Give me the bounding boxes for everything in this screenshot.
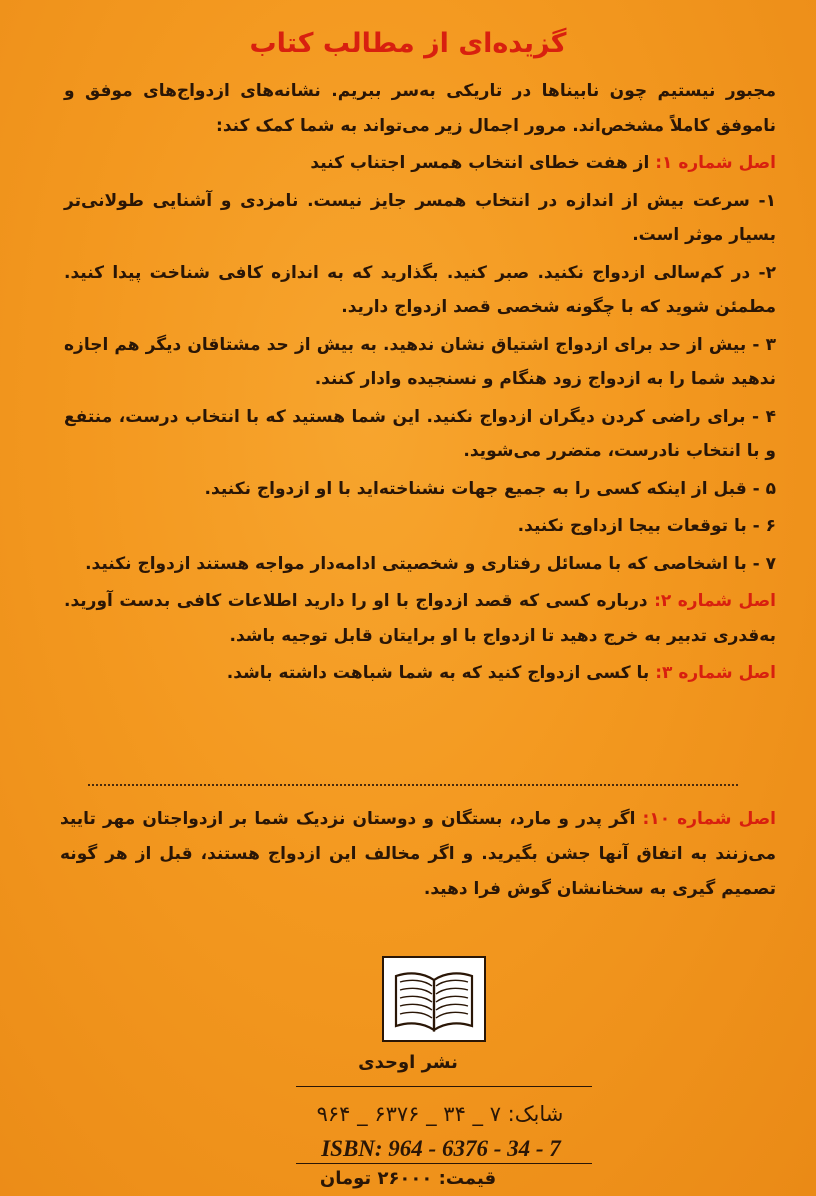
principle-2 [64,584,776,653]
page-title: گزیده‌ای از مطالب کتاب [249,28,567,59]
principle-10-section [60,802,776,907]
principle-10-text: اگر پدر و مارد، بستگان و دوستان نزدیک شما بر ازدواجتان مهر تایید می‌زنند به اتفاق آنها جشن بگیرید. و اگر مخالف این ازدواج هستند، قبل از هر گونه تصمیم گیری به سخنانشان گوش فرا دهید. [60,809,776,899]
top-rule [296,1086,592,1087]
excerpt-body [64,74,776,694]
list-item: ۷ - با اشخاصی که با مسائل رفتاری و شخصیتی ادامه‌دار مواجه هستند ازدواج نکنید. [85,553,776,574]
list-item: ۶ - با توقعات بیجا ازداوج نکنید. [517,516,776,536]
publisher-name: نشر اوحدی [358,1052,458,1073]
intro-paragraph: مجبور نیستیم چون نابیناها در تاریکی به‌سر ببریم. نشانه‌های ازدواج‌های موفق و ناموفق کاملاً مشخص‌اند. مرور اجمال زیر می‌تواند به شما کمک کند: [64,81,776,136]
principle-3-label: اصل شماره ۳: [655,663,776,683]
principle-2-label: اصل شماره ۲: [654,591,776,611]
principle-3-text: با کسی ازدواج کنید که به شما شباهت داشته باشد. [226,663,656,683]
list-item: ۱- سرعت بیش از اندازه در انتخاب همسر جایز نیست. نامزدی و آشنایی طولانی‌تر بسیار موثر است. [64,190,776,245]
principle-10-label: اصل شماره ۱۰: [642,809,776,829]
principle-1-text: از هفت خطای انتخاب همسر اجتناب کنید [310,153,656,173]
isbn-persian: شابک: ۷ _ ۳۴ _ ۶۳۷۶ _ ۹۶۴ [316,1102,564,1126]
principle-2-text: درباره کسی که قصد ازدواج با او را دارید اطلاعات کافی بدست آورید. به‌قدری تدبیر به خرج دهید تا ازدواج با او برایتان قابل توجیه باشد. [64,591,776,646]
bottom-rule [296,1163,592,1164]
list-item: ۲- در کم‌سالی ازدواج نکنید. صبر کنید. بگذارید که به اندازه کافی شناخت پیدا کنید. مطمئن شوید که با چگونه شخصی قصد ازدواج دارید. [64,262,776,317]
list-item: ۴ - برای راضی کردن دیگران ازدواج نکنید. این شما هستید که با انتخاب درست، منتفع و با انتخاب نادرست، متضرر می‌شوید. [64,406,776,461]
open-book-icon [382,956,486,1042]
list-item: ۵ - قبل از اینکه کسی را به جمیع جهات نشناخته‌اید با او ازدواج نکنید. [204,478,776,499]
principle-1 [64,146,776,181]
dotted-divider [88,784,738,786]
principle-1-label: اصل شماره ۱: [655,153,776,173]
price-label: قیمت: ۲۶۰۰۰ تومان [319,1168,497,1189]
list-item: ۳ - بیش از حد برای ازدواج اشتیاق نشان ندهید. به بیش از حد مشتاقان دیگر هم اجازه ندهید شما را به ازدواج زود هنگام و نسنجیده وادار کنند. [64,334,776,389]
isbn-latin: ISBN: 964 - 6376 - 34 - 7 [321,1136,561,1161]
principle-3 [64,656,776,691]
principle-10 [60,802,776,907]
